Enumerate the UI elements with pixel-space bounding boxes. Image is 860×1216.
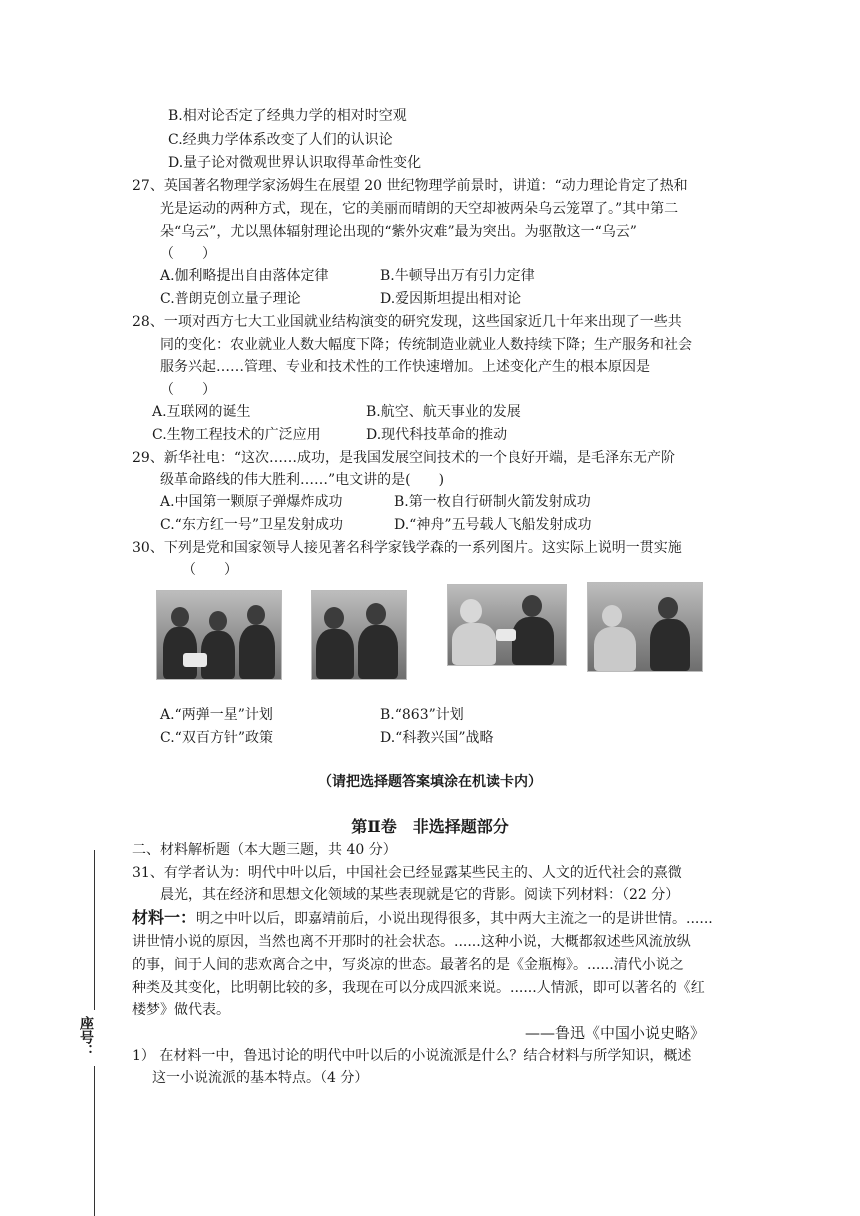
q29-option-d: D.“神舟”五号载人飞船发射成功 bbox=[394, 517, 592, 533]
q30-option-b: B.“863”计划 bbox=[380, 707, 464, 723]
q26-option-b: B.相对论否定了经典力学的相对时空观 bbox=[168, 108, 407, 124]
q28-option-c: C.生物工程技术的广泛应用 bbox=[152, 427, 321, 443]
q27-stem-line-3: 朵“乌云”，尤以黑体辐射理论出现的“紫外灾难”最为突出。为驱散这一“乌云” bbox=[160, 224, 637, 240]
photo-leaders-meeting-2 bbox=[311, 590, 407, 680]
q27-option-d: D.爱因斯坦提出相对论 bbox=[380, 291, 522, 307]
q29-option-c: C.“东方红一号”卫星发射成功 bbox=[160, 517, 343, 533]
material1-line-4: 种类及其变化，比明朝比较的多，我现在可以分成四派来说。......人情派，即可以著名的《红 bbox=[132, 980, 705, 996]
q31-stem-line-2: 晨光，其在经济和思想文化领域的某些表现就是它的背影。阅读下列材料：（22 分） bbox=[160, 887, 680, 903]
q28-stem-line-3: 服务兴起……管理、专业和技术性的工作快速增加。上述变化产生的根本原因是 bbox=[160, 359, 650, 375]
q31-stem-line-1: 31、有学者认为：明代中叶以后，中国社会已经显露某些民主的、人文的近代社会的熹微 bbox=[132, 865, 682, 881]
q27-stem-line-1: 27、英国著名物理学家汤姆生在展望 20 世纪物理学前景时，讲道：“动力理论肯定了热和 bbox=[132, 178, 688, 194]
q26-option-d: D.量子论对微观世界认识取得革命性变化 bbox=[168, 155, 422, 171]
q28-option-b: B.航空、航天事业的发展 bbox=[366, 404, 521, 420]
material1-source: ——鲁迅《中国小说史略》 bbox=[525, 1024, 706, 1042]
part2-heading: 二、材料解析题（本大题三题，共 40 分） bbox=[132, 842, 397, 858]
material1-line-3: 的事，间于人间的悲欢离合之中，写炎凉的世态。最著名的是《金瓶梅》。......清代小说之 bbox=[132, 957, 684, 973]
q30-option-c: C.“双百方针”政策 bbox=[160, 730, 273, 746]
q29-stem-line-2: 级革命路线的伟大胜利……”电文讲的是( ) bbox=[160, 472, 445, 488]
q31-sub1-line-2: 这一小说流派的基本特点。（4 分） bbox=[152, 1070, 369, 1086]
q28-stem-line-1: 28、一项对西方七大工业国就业结构演变的研究发现，这些国家近几十年来出现了一些共 bbox=[132, 314, 682, 330]
binding-line-lower bbox=[94, 1066, 95, 1216]
q26-option-c: C.经典力学体系改变了人们的认识论 bbox=[168, 132, 393, 148]
material1-label: 材料一： bbox=[132, 908, 197, 927]
q27-option-c: C.普朗克创立量子理论 bbox=[160, 291, 301, 307]
q30-stem-line-1: 30、下列是党和国家领导人接见著名科学家钱学森的一系列图片。这实际上说明一贯实施 bbox=[132, 540, 682, 556]
material1-text-1: 明之中叶以后，即嘉靖前后，小说出现得很多，其中两大主流之一的是讲世情。...... bbox=[196, 911, 713, 927]
q27-option-a: A.伽利略提出自由落体定律 bbox=[160, 268, 329, 284]
q29-option-a: A.中国第一颗原子弹爆炸成功 bbox=[160, 494, 343, 510]
q28-answer-blank: （ ） bbox=[160, 382, 216, 398]
photo-leaders-meeting-3 bbox=[447, 584, 567, 666]
answer-card-notice: （请把选择题答案填涂在机读卡内） bbox=[318, 774, 542, 790]
q28-option-a: A.互联网的诞生 bbox=[152, 404, 251, 420]
q28-option-d: D.现代科技革命的推动 bbox=[366, 427, 508, 443]
material1-line-5: 楼梦》做代表。 bbox=[132, 1002, 230, 1018]
q31-sub1-line-1: 1） 在材料一中，鲁迅讨论的明代中叶以后的小说流派是什么？结合材料与所学知识，概述 bbox=[132, 1048, 692, 1064]
q30-option-d: D.“科教兴国”战略 bbox=[380, 730, 494, 746]
photo-leaders-meeting-1 bbox=[156, 590, 282, 680]
material1-line-2: 讲世情小说的原因，当然也离不开那时的社会状态。......这种小说，大概都叙述些风流放纵 bbox=[132, 934, 691, 950]
binding-line-upper bbox=[94, 850, 95, 1010]
seat-number-label: 座号： bbox=[78, 1016, 94, 1058]
photo-leaders-meeting-4 bbox=[587, 582, 703, 672]
q30-option-a: A.“两弹一星”计划 bbox=[160, 707, 273, 723]
section-title: 第Ⅱ卷 非选择题部分 bbox=[351, 817, 509, 836]
q29-stem-line-1: 29、新华社电：“这次……成功，是我国发展空间技术的一个良好开端，是毛泽东无产阶 bbox=[132, 450, 675, 466]
q27-answer-blank: （ ） bbox=[160, 246, 216, 262]
q30-answer-blank: （ ） bbox=[182, 562, 238, 578]
q28-stem-line-2: 同的变化：农业就业人数大幅度下降；传统制造业就业人数持续下降；生产服务和社会 bbox=[160, 337, 692, 353]
q27-option-b: B.牛顿导出万有引力定律 bbox=[380, 268, 535, 284]
material1-line-1 bbox=[132, 908, 713, 929]
q27-stem-line-2: 光是运动的两种方式，现在，它的美丽而晴朗的天空却被两朵乌云笼罩了。”其中第二 bbox=[160, 201, 679, 217]
q29-option-b: B.第一枚自行研制火箭发射成功 bbox=[394, 494, 591, 510]
